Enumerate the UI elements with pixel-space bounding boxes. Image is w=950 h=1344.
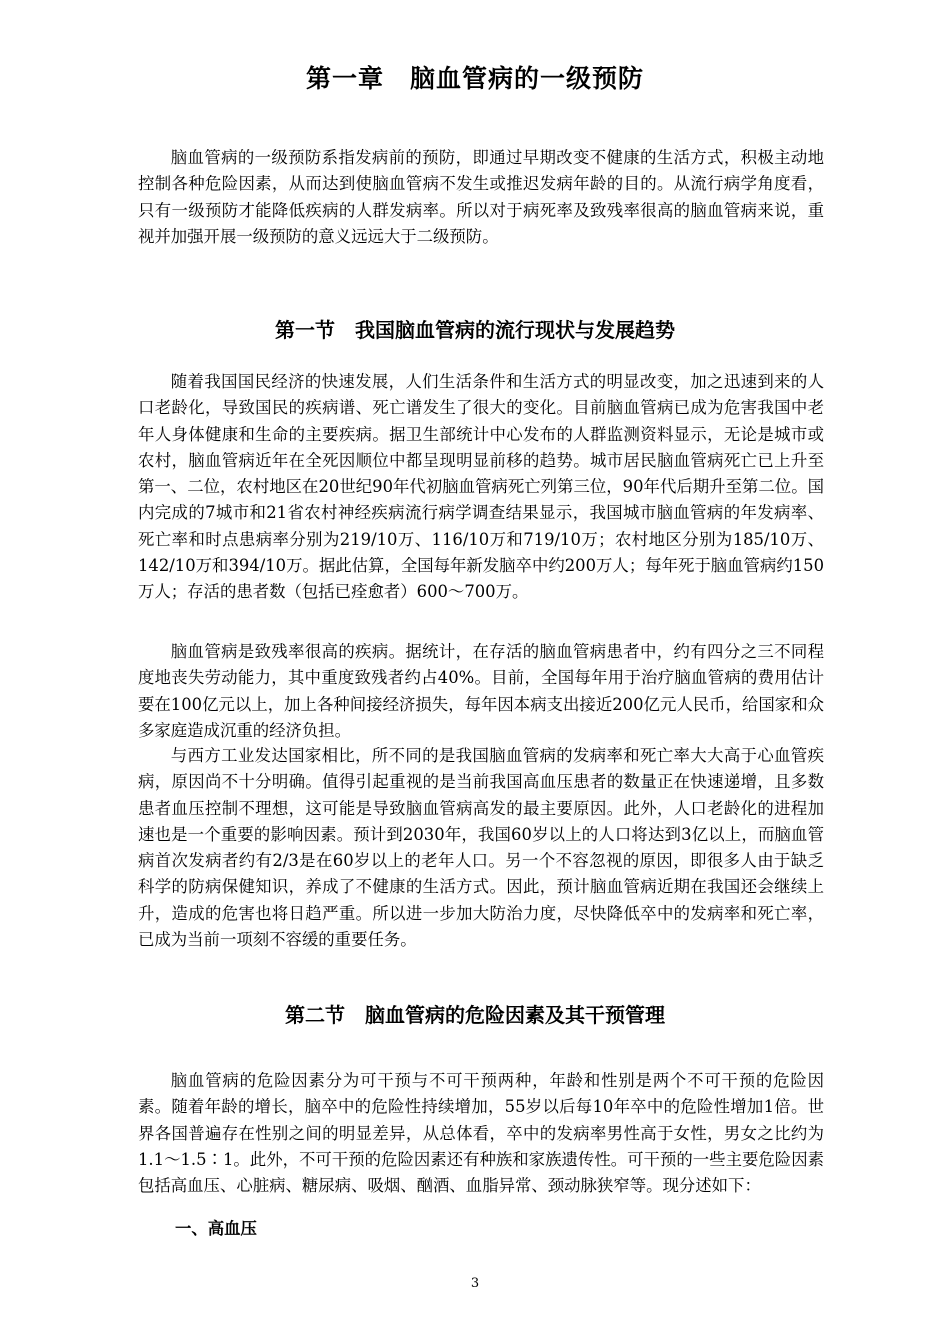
- section-1-paragraph-2: 脑血管病是致残率很高的疾病。据统计，在存活的脑血管病患者中，约有四分之三不同程度地丧失劳动能力，其中重度致残者约占40%。目前，全国每年用于治疗脑血管病的费用估计要在100亿元以上，加上各种间接经济损失，每年因本病支出接近200亿元人民币，给国家和众多家庭造成沉重的经济负担。: [138, 642, 824, 740]
- section-1-paragraph-3: 与西方工业发达国家相比，所不同的是我国脑血管病的发病率和死亡率大大高于心血管疾病，原因尚不十分明确。值得引起重视的是当前我国高血压患者的数量正在快速递增，且多数患者血压控制不理想，这可能是导致脑血管病高发的最主要原因。此外，人口老龄化的进程加速也是一个重要的影响因素。预计到2030年，我国60岁以上的人口将达到3亿以上，而脑血管病首次发病者约有2/3是在60岁以上的老年人口。另一个不容忽视的原因，即很多人由于缺乏科学的防病保健知识，养成了不健康的生活方式。因此，预计脑血管病近期在我国还会继续上升，造成的危害也将日趋严重。所以进一步加大防治力度，尽快降低卒中的发病率和死亡率，已成为当前一项刻不容缓的重要任务。: [138, 746, 824, 950]
- chapter-intro-paragraph: 脑血管病的一级预防系指发病前的预防，即通过早期改变不健康的生活方式，积极主动地控制各种危险因素，从而达到使脑血管病不发生或推迟发病年龄的目的。从流行病学角度看，只有一级预防才能降低疾病的人群发病率。所以对于病死率及致残率很高的脑血管病来说，重视并加强开展一级预防的意义远远大于二级预防。: [138, 148, 824, 246]
- page-number: 3: [470, 1276, 480, 1291]
- section-2-paragraph: 脑血管病的危险因素分为可干预与不可干预两种，年龄和性别是两个不可干预的危险因素。随着年龄的增长，脑卒中的危险性持续增加，55岁以后每10年卒中的危险性增加1倍。世界各国普遍存在性别之间的明显差异，从总体看，卒中的发病率男性高于女性，男女之比约为1.1～1.5∶1。此外，不可干预的危险因素还有种族和家族遗传性。可干预的一些主要危险因素包括高血压、心脏病、糖尿病、吸烟、酗酒、血脂异常、颈动脉狭窄等。现分述如下：: [138, 1071, 824, 1196]
- chapter-title: 第一章 脑血管病的一级预防: [305, 64, 644, 93]
- section-1-title: 第一节 我国脑血管病的流行现状与发展趋势: [275, 318, 675, 342]
- section-2-title: 第二节 脑血管病的危险因素及其干预管理: [285, 1003, 665, 1027]
- subheading-hypertension: 一、高血压: [175, 1219, 257, 1238]
- section-1-paragraph-1: 随着我国国民经济的快速发展，人们生活条件和生活方式的明显改变，加之迅速到来的人口老龄化，导致国民的疾病谱、死亡谱发生了很大的变化。目前脑血管病已成为危害我国中老年人身体健康和生命的主要疾病。据卫生部统计中心发布的人群监测资料显示，无论是城市或农村，脑血管病近年在全死因顺位中都呈现明显前移的趋势。城市居民脑血管病死亡已上升至第一、二位，农村地区在20世纪90年代初脑血管病死亡列第三位，90年代后期升至第二位。国内完成的7城市和21省农村神经疾病流行病学调查结果显示，我国城市脑血管病的年发病率、死亡率和时点患病率分别为219/10万、116/10万和719/10万；农村地区分别为185/10万、142/10万和394/10万。据此估算，全国每年新发脑卒中约200万人；每年死于脑血管病约150万人；存活的患者数（包括已痊愈者）600～700万。: [138, 372, 825, 602]
